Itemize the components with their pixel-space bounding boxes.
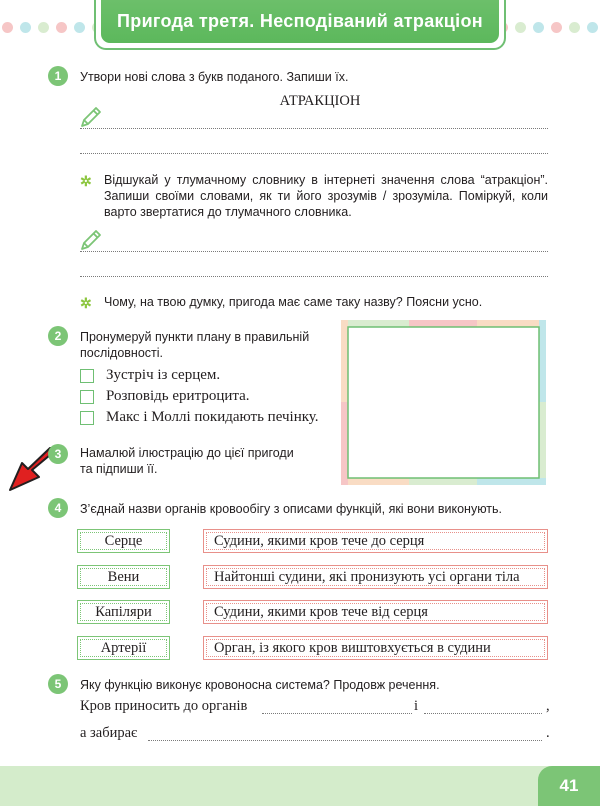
decor-dot xyxy=(56,22,67,33)
function-label: Найтонші судини, які пронизують усі органи тіла xyxy=(214,568,520,585)
decor-dot xyxy=(20,22,31,33)
answer-line[interactable] xyxy=(148,740,542,741)
page-number: 41 xyxy=(538,766,600,806)
task1-subtask-title-reason: Чому, на твою думку, пригода має саме таку назву? Поясни усно. xyxy=(104,295,483,309)
pencil-icon xyxy=(79,105,103,129)
task5-line2-period: . xyxy=(546,725,550,741)
decor-dot xyxy=(551,22,562,33)
function-box-1[interactable] xyxy=(203,529,548,553)
answer-line[interactable] xyxy=(80,128,548,129)
decor-dot xyxy=(2,22,13,33)
task3-instruction: Намалюй ілюстрацію до цієї пригоди та підпиши її. xyxy=(80,446,294,476)
task5-line1-conjunction: і xyxy=(414,698,419,714)
answer-line[interactable] xyxy=(80,276,548,277)
task1-word: АТРАКЦІОН xyxy=(279,93,361,109)
pencil-icon xyxy=(79,228,103,252)
organ-label: Серце xyxy=(104,532,143,549)
sun-bullet-icon: ✲ xyxy=(80,173,92,189)
function-box-2[interactable] xyxy=(203,565,548,589)
plan-item-3[interactable] xyxy=(80,409,319,426)
organ-box-heart[interactable] xyxy=(77,529,170,553)
organ-box-veins[interactable] xyxy=(77,565,170,589)
task-number-3: 3 xyxy=(48,444,68,464)
task2-instruction: Пронумеруй пункти плану в правильній послідовності. xyxy=(80,330,310,360)
organ-label: Вени xyxy=(107,568,140,585)
plan-checkbox[interactable] xyxy=(80,390,94,404)
chapter-title-tab xyxy=(94,0,506,50)
organ-box-arteries[interactable] xyxy=(77,636,170,660)
task5-instruction: Яку функцію виконує кровоносна система? Продовж речення. xyxy=(80,678,440,692)
function-label: Судини, якими кров тече від серця xyxy=(214,603,428,620)
decor-dot xyxy=(515,22,526,33)
answer-line[interactable] xyxy=(80,251,548,252)
function-label: Орган, із якого кров виштовхується в судини xyxy=(214,639,491,656)
footer-band xyxy=(0,766,600,806)
task1-subtask-dictionary: Відшукай у тлумачному словнику в інтернеті значення слова “атракціон”. Запиши своїми словами, як ти його зрозумів / зрозуміла. Поміркуй, коли варто звертатися до тлумачного словника. xyxy=(104,173,548,219)
task-number-2: 2 xyxy=(48,326,68,346)
organ-box-capillaries[interactable] xyxy=(77,600,170,624)
task5-line1-comma: , xyxy=(546,698,550,714)
task-number-5: 5 xyxy=(48,674,68,694)
function-box-4[interactable] xyxy=(203,636,548,660)
plan-item-label: Зустріч із серцем. xyxy=(106,367,221,383)
decor-dot xyxy=(569,22,580,33)
plan-item-label: Розповідь еритроцита. xyxy=(106,388,250,404)
answer-line[interactable] xyxy=(424,713,542,714)
function-box-3[interactable] xyxy=(203,600,548,624)
task5-line2-start: а забирає xyxy=(80,725,138,741)
organ-label: Артерії xyxy=(100,639,147,656)
decor-dots-left xyxy=(2,22,103,34)
plan-checkbox[interactable] xyxy=(80,411,94,425)
plan-item-label: Макс і Моллі покидають печінку. xyxy=(106,409,319,425)
organ-label: Капіляри xyxy=(95,603,152,620)
decor-dot xyxy=(74,22,85,33)
decor-dot xyxy=(587,22,598,33)
answer-line[interactable] xyxy=(80,153,548,154)
plan-item-1[interactable] xyxy=(80,367,220,384)
drawing-frame[interactable] xyxy=(341,320,546,485)
plan-item-2[interactable] xyxy=(80,388,250,405)
task1-instruction: Утвори нові слова з букв поданого. Запиши їх. xyxy=(80,70,349,84)
task-number-4: 4 xyxy=(48,498,68,518)
sun-bullet-icon: ✲ xyxy=(80,295,92,311)
task5-line1-start: Кров приносить до органів xyxy=(80,698,248,714)
decor-dot xyxy=(533,22,544,33)
decor-dot xyxy=(38,22,49,33)
task-number-1: 1 xyxy=(48,66,68,86)
answer-line[interactable] xyxy=(262,713,412,714)
task4-instruction: З’єднай назви органів кровообігу з описами функцій, які вони виконують. xyxy=(80,502,503,516)
decor-dots-right xyxy=(497,22,598,34)
plan-checkbox[interactable] xyxy=(80,369,94,383)
chapter-title: Пригода третя. Несподіваний атракціон xyxy=(101,0,499,43)
function-label: Судини, якими кров тече до серця xyxy=(214,532,425,549)
